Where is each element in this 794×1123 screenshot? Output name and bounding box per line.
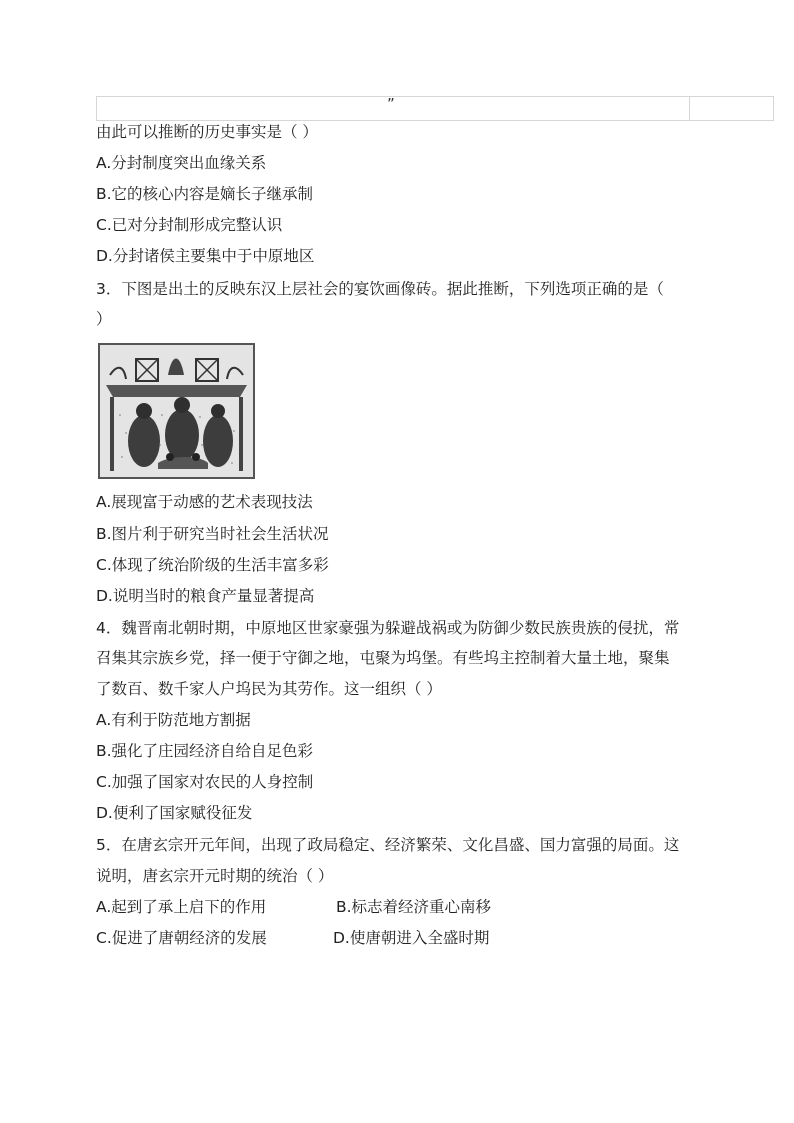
q4-option-c[interactable]: C.加强了国家对农民的人身控制: [96, 773, 314, 791]
q3-option-a[interactable]: A.展现富于动感的艺术表现技法: [96, 493, 313, 511]
quote-side-cell: [690, 97, 773, 120]
q2-option-b[interactable]: B.它的核心内容是嫡长子继承制: [96, 185, 314, 203]
q4-option-b[interactable]: B.强化了庄园经济自给自足色彩: [96, 742, 314, 760]
q4-stem-line3: 了数百、数千家人户坞民为其劳作。这一组织（ ）: [96, 680, 442, 698]
q5-option-b[interactable]: B.标志着经济重心南移: [336, 898, 492, 916]
q4-option-d[interactable]: D.便利了国家赋役征发: [96, 804, 253, 822]
q2-option-d[interactable]: D.分封诸侯主要集中于中原地区: [96, 247, 315, 265]
q4-option-a[interactable]: A.有利于防范地方割据: [96, 711, 251, 729]
q2-option-a[interactable]: A.分封制度突出血缘关系: [96, 154, 267, 172]
quote-cell: [97, 97, 690, 120]
q3-stem-line1: 3．下图是出土的反映东汉上层社会的宴饮画像砖。据此推断，下列选项正确的是（: [96, 280, 664, 298]
q4-stem-line2: 召集其宗族乡党，择一便于守御之地，屯聚为坞堡。有些坞主控制着大量土地，聚集: [96, 649, 670, 667]
q3-option-d[interactable]: D.说明当时的粮食产量显著提高: [96, 587, 315, 605]
quote-table: [96, 96, 774, 121]
q3-option-b[interactable]: B.图片利于研究当时社会生活状况: [96, 525, 329, 543]
q2-stem: 由此可以推断的历史事实是（ ）: [96, 123, 318, 141]
q5-option-d[interactable]: D.使唐朝进入全盛时期: [333, 929, 490, 947]
q5-option-c[interactable]: C.促进了唐朝经济的发展: [96, 929, 267, 947]
q3-option-c[interactable]: C.体现了统治阶级的生活丰富多彩: [96, 556, 329, 574]
banquet-relief-icon: [100, 345, 253, 477]
q5-stem-line2: 说明，唐玄宗开元时期的统治（ ）: [96, 867, 334, 885]
q5-stem-line1: 5．在唐玄宗开元年间，出现了政局稳定、经济繁荣、文化昌盛、国力富强的局面。这: [96, 836, 680, 854]
q4-stem-line1: 4．魏晋南北朝时期，中原地区世家豪强为躲避战祸或为防御少数民族贵族的侵扰，常: [96, 619, 680, 637]
closing-quote-mark: ”: [387, 95, 395, 113]
han-banquet-brick-image: [98, 343, 255, 479]
q5-option-a[interactable]: A.起到了承上启下的作用: [96, 898, 267, 916]
q3-stem-line2: ）: [96, 310, 112, 328]
q2-option-c[interactable]: C.已对分封制形成完整认识: [96, 216, 283, 234]
